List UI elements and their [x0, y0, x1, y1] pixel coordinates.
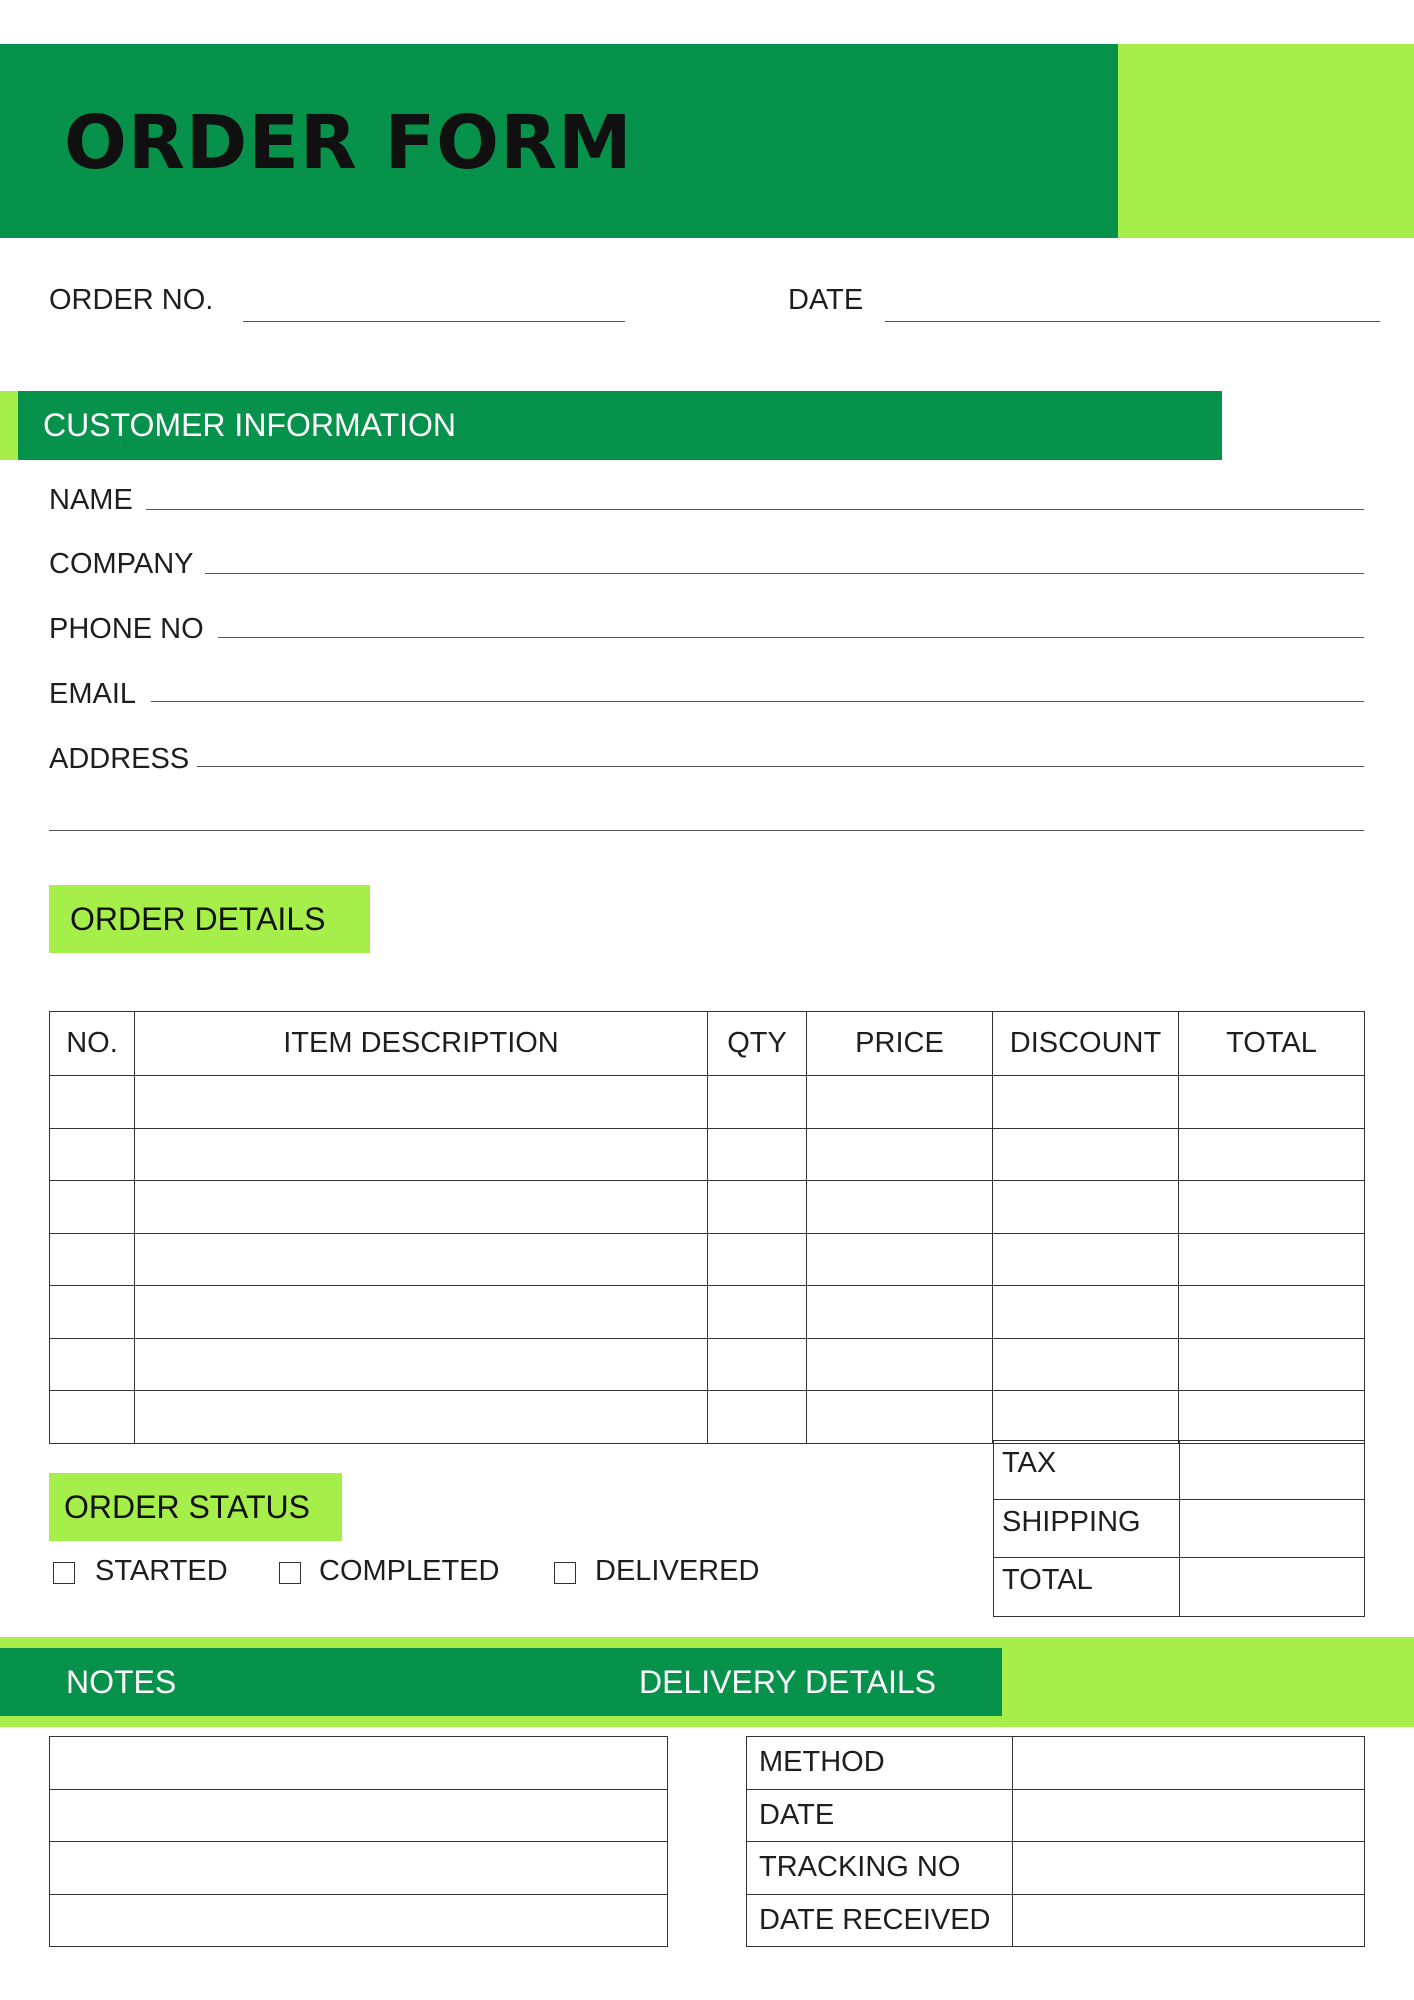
no-cell[interactable]	[50, 1286, 135, 1339]
total-cell[interactable]	[1179, 1391, 1365, 1444]
qty-cell[interactable]	[708, 1128, 807, 1181]
table-row	[994, 1499, 1365, 1558]
discount-cell[interactable]	[993, 1128, 1179, 1181]
table-header-row	[50, 1012, 1365, 1076]
price-cell[interactable]	[807, 1181, 993, 1234]
completed-label: COMPLETED	[319, 1555, 500, 1587]
column-header-qty: QTY	[708, 1012, 807, 1076]
phone-field[interactable]	[218, 637, 1364, 638]
completed-checkbox[interactable]	[279, 1562, 301, 1584]
total-cell[interactable]	[1179, 1233, 1365, 1286]
tax-label: TAX	[994, 1441, 1180, 1500]
total-cell[interactable]	[1179, 1181, 1365, 1234]
table-row	[50, 1181, 1365, 1234]
table-row	[50, 1233, 1365, 1286]
order-details-heading: ORDER DETAILS	[70, 901, 326, 937]
qty-cell[interactable]	[708, 1233, 807, 1286]
grand-total-label: TOTAL	[994, 1558, 1180, 1617]
company-label: COMPANY	[49, 548, 194, 580]
column-header-item-description: ITEM DESCRIPTION	[135, 1012, 708, 1076]
started-label: STARTED	[95, 1555, 228, 1587]
notes-box	[49, 1736, 668, 1947]
qty-cell[interactable]	[708, 1391, 807, 1444]
no-cell[interactable]	[50, 1391, 135, 1444]
price-cell[interactable]	[807, 1286, 993, 1339]
no-cell[interactable]	[50, 1233, 135, 1286]
discount-cell[interactable]	[993, 1233, 1179, 1286]
notes-line-4[interactable]	[50, 1894, 668, 1947]
email-field[interactable]	[151, 701, 1364, 702]
delivery-details-table	[746, 1736, 1365, 1947]
qty-cell[interactable]	[708, 1181, 807, 1234]
address-label: ADDRESS	[49, 743, 190, 775]
table-row	[50, 1286, 1365, 1339]
discount-cell[interactable]	[993, 1076, 1179, 1129]
item-description-cell[interactable]	[135, 1233, 708, 1286]
table-row	[50, 1128, 1365, 1181]
address-field[interactable]	[197, 766, 1364, 767]
company-field[interactable]	[205, 573, 1364, 574]
order-items-table	[49, 1011, 1365, 1444]
table-row	[50, 1894, 668, 1947]
no-cell[interactable]	[50, 1128, 135, 1181]
qty-cell[interactable]	[708, 1286, 807, 1339]
date-received-label: DATE RECEIVED	[747, 1894, 1013, 1947]
started-checkbox[interactable]	[53, 1562, 75, 1584]
item-description-cell[interactable]	[135, 1338, 708, 1391]
notes-line-3[interactable]	[50, 1842, 668, 1895]
order-status-heading: ORDER STATUS	[64, 1489, 310, 1525]
no-cell[interactable]	[50, 1076, 135, 1129]
order-no-field[interactable]	[243, 321, 625, 322]
total-cell[interactable]	[1179, 1338, 1365, 1391]
price-cell[interactable]	[807, 1338, 993, 1391]
name-label: NAME	[49, 484, 133, 516]
notes-heading: NOTES	[66, 1664, 177, 1700]
no-cell[interactable]	[50, 1338, 135, 1391]
header-accent	[1118, 44, 1414, 238]
no-cell[interactable]	[50, 1181, 135, 1234]
discount-cell[interactable]	[993, 1391, 1179, 1444]
total-cell[interactable]	[1179, 1076, 1365, 1129]
address-field-line-2[interactable]	[49, 830, 1364, 831]
column-header-no: NO.	[50, 1012, 135, 1076]
table-row	[50, 1338, 1365, 1391]
price-cell[interactable]	[807, 1233, 993, 1286]
customer-heading: CUSTOMER INFORMATION	[43, 407, 457, 443]
item-description-cell[interactable]	[135, 1286, 708, 1339]
item-description-cell[interactable]	[135, 1181, 708, 1234]
delivered-label: DELIVERED	[595, 1555, 760, 1587]
table-row	[50, 1842, 668, 1895]
table-row	[747, 1789, 1365, 1842]
price-cell[interactable]	[807, 1076, 993, 1129]
item-description-cell[interactable]	[135, 1391, 708, 1444]
discount-cell[interactable]	[993, 1338, 1179, 1391]
table-row	[994, 1558, 1365, 1617]
total-cell[interactable]	[1179, 1286, 1365, 1339]
total-cell[interactable]	[1179, 1128, 1365, 1181]
shipping-value-cell[interactable]	[1180, 1499, 1365, 1558]
column-header-total: TOTAL	[1179, 1012, 1365, 1076]
page-title: ORDER FORM	[64, 100, 633, 186]
column-header-discount: DISCOUNT	[993, 1012, 1179, 1076]
tax-value-cell[interactable]	[1180, 1441, 1365, 1500]
tracking-no-cell[interactable]	[1013, 1842, 1365, 1895]
date-received-cell[interactable]	[1013, 1894, 1365, 1947]
delivery-heading: DELIVERY DETAILS	[639, 1664, 937, 1700]
price-cell[interactable]	[807, 1391, 993, 1444]
name-field[interactable]	[146, 509, 1364, 510]
table-row	[50, 1789, 668, 1842]
item-description-cell[interactable]	[135, 1076, 708, 1129]
phone-label: PHONE NO	[49, 613, 204, 645]
table-row	[50, 1076, 1365, 1129]
table-row	[994, 1441, 1365, 1500]
tracking-no-label: TRACKING NO	[747, 1842, 1013, 1895]
delivery-date-cell[interactable]	[1013, 1789, 1365, 1842]
grand-total-value-cell[interactable]	[1180, 1558, 1365, 1617]
order-summary-table	[993, 1440, 1365, 1617]
table-row	[747, 1842, 1365, 1895]
delivered-checkbox[interactable]	[554, 1562, 576, 1584]
customer-heading-accent	[0, 391, 18, 460]
date-field[interactable]	[885, 321, 1380, 322]
table-row	[747, 1737, 1365, 1790]
qty-cell[interactable]	[708, 1338, 807, 1391]
column-header-price: PRICE	[807, 1012, 993, 1076]
email-label: EMAIL	[49, 678, 137, 710]
table-row	[50, 1737, 668, 1790]
shipping-label: SHIPPING	[994, 1499, 1180, 1558]
order-no-label: ORDER NO.	[49, 284, 214, 316]
date-label: DATE	[788, 284, 864, 316]
discount-cell[interactable]	[993, 1181, 1179, 1234]
item-description-cell[interactable]	[135, 1128, 708, 1181]
delivery-method-cell[interactable]	[1013, 1737, 1365, 1790]
delivery-method-label: METHOD	[747, 1737, 1013, 1790]
discount-cell[interactable]	[993, 1286, 1179, 1339]
notes-line-2[interactable]	[50, 1789, 668, 1842]
table-row	[747, 1894, 1365, 1947]
table-row	[50, 1391, 1365, 1444]
price-cell[interactable]	[807, 1128, 993, 1181]
qty-cell[interactable]	[708, 1076, 807, 1129]
delivery-date-label: DATE	[747, 1789, 1013, 1842]
notes-line-1[interactable]	[50, 1737, 668, 1790]
